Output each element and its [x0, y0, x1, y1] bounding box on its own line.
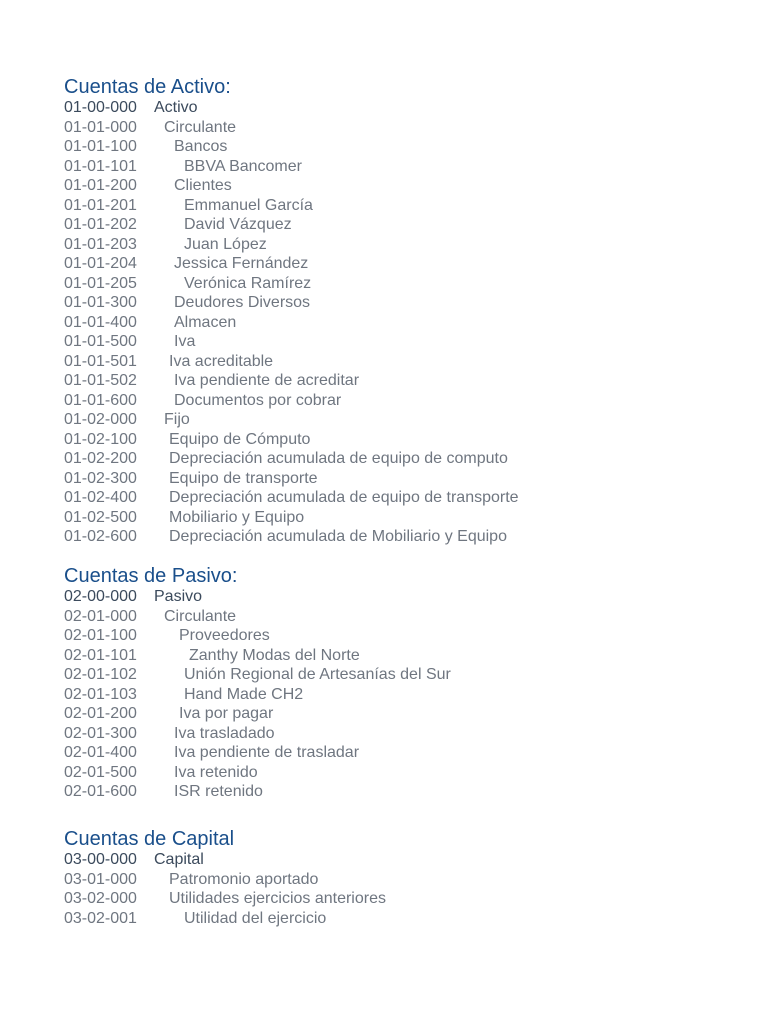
- account-name: Depreciación acumulada de Mobiliario y Equipo: [169, 528, 507, 545]
- account-name: Emmanuel García: [184, 196, 313, 214]
- account-name: Clientes: [174, 177, 232, 194]
- account-code: 02-01-300: [64, 724, 137, 742]
- account-code: 01-02-600: [64, 528, 137, 545]
- account-name: Documentos por cobrar: [174, 391, 342, 409]
- section-title-activo: Cuentas de Activo:: [64, 76, 231, 98]
- account-row: [64, 782, 754, 802]
- account-row: [64, 704, 754, 724]
- account-row: [64, 449, 754, 469]
- account-name: Utilidades ejercicios anteriores: [169, 890, 386, 907]
- account-row: [64, 469, 754, 489]
- account-row: [64, 626, 754, 646]
- account-list-activo: [64, 98, 754, 547]
- account-row: [64, 724, 754, 744]
- account-name: Depreciación acumulada de equipo de transporte: [169, 489, 519, 506]
- account-row: [64, 352, 754, 372]
- account-name: Proveedores: [179, 627, 270, 644]
- account-list-capital: [64, 850, 754, 928]
- account-row: [64, 646, 754, 666]
- account-name: Juan López: [184, 235, 267, 253]
- account-code: 01-02-100: [64, 430, 137, 448]
- account-row: [64, 665, 754, 685]
- account-code: 01-01-202: [64, 216, 137, 233]
- account-name: Hand Made CH2: [184, 685, 304, 703]
- account-name: ISR retenido: [174, 783, 263, 800]
- account-name: Iva trasladado: [174, 724, 275, 742]
- account-code: 03-02-000: [64, 890, 137, 907]
- account-code: 03-00-000: [64, 851, 137, 868]
- account-code: 01-01-000: [64, 118, 137, 136]
- account-name: Patromonio aportado: [169, 870, 319, 888]
- account-name: Iva acreditable: [169, 352, 274, 370]
- account-code: 02-01-101: [64, 646, 137, 664]
- account-code: 01-01-400: [64, 313, 137, 331]
- account-code: 01-01-205: [64, 274, 137, 292]
- account-code: 01-02-300: [64, 469, 137, 487]
- account-row: [64, 870, 754, 890]
- account-code: 01-01-200: [64, 177, 137, 194]
- account-name: Iva por pagar: [179, 705, 274, 722]
- account-name: Circulante: [164, 118, 237, 136]
- account-name: Almacen: [174, 313, 237, 331]
- account-code: 01-01-300: [64, 294, 137, 311]
- account-code: 01-01-101: [64, 157, 137, 175]
- account-row: [64, 607, 754, 627]
- account-code: 01-01-201: [64, 196, 137, 214]
- account-name: Jessica Fernández: [174, 255, 309, 272]
- account-row: [64, 274, 754, 294]
- account-row: [64, 157, 754, 177]
- account-name: Circulante: [164, 607, 237, 625]
- section-title-pasivo: Cuentas de Pasivo:: [64, 565, 238, 587]
- account-name: Equipo de Cómputo: [169, 430, 311, 448]
- account-row: [64, 909, 754, 929]
- account-code: 01-00-000: [64, 99, 137, 116]
- account-name: Mobiliario y Equipo: [169, 508, 305, 526]
- account-row: [64, 313, 754, 333]
- account-name: Iva: [174, 333, 196, 350]
- account-name: Iva pendiente de acreditar: [174, 372, 360, 389]
- account-code: 01-01-500: [64, 333, 137, 350]
- account-code: 01-01-600: [64, 391, 137, 409]
- account-row: [64, 176, 754, 196]
- account-code: 02-01-500: [64, 763, 137, 781]
- account-list-pasivo: [64, 587, 754, 802]
- account-row: [64, 254, 754, 274]
- account-name: Capital: [154, 851, 204, 868]
- account-name: David Vázquez: [184, 216, 292, 233]
- account-code: 01-01-204: [64, 255, 137, 272]
- account-name: Verónica Ramírez: [184, 274, 312, 292]
- section-activo: [64, 76, 754, 547]
- account-code: 03-02-001: [64, 909, 137, 927]
- account-row: [64, 235, 754, 255]
- account-name: Iva pendiente de trasladar: [174, 744, 360, 761]
- account-row: [64, 850, 754, 870]
- account-name: Equipo de transporte: [169, 469, 318, 487]
- account-row: [64, 527, 754, 547]
- account-row: [64, 293, 754, 313]
- account-code: 02-00-000: [64, 588, 137, 605]
- account-row: [64, 215, 754, 235]
- account-row: [64, 587, 754, 607]
- account-code: 02-01-400: [64, 744, 137, 761]
- account-row: [64, 763, 754, 783]
- account-name: Iva retenido: [174, 763, 258, 781]
- account-code: 01-01-501: [64, 352, 137, 370]
- account-row: [64, 410, 754, 430]
- account-code: 01-02-000: [64, 411, 137, 428]
- account-name: Unión Regional de Artesanías del Sur: [184, 666, 451, 683]
- account-code: 01-01-502: [64, 372, 137, 389]
- account-row: [64, 196, 754, 216]
- account-code: 02-01-000: [64, 607, 137, 625]
- account-code: 02-01-102: [64, 666, 137, 683]
- account-code: 01-01-100: [64, 138, 137, 155]
- account-code: 02-01-100: [64, 627, 137, 644]
- account-name: Activo: [154, 99, 198, 116]
- account-code: 03-01-000: [64, 870, 137, 888]
- account-name: Fijo: [164, 411, 190, 428]
- account-name: Zanthy Modas del Norte: [189, 646, 360, 664]
- account-row: [64, 685, 754, 705]
- account-code: 01-02-200: [64, 450, 137, 467]
- account-name: Pasivo: [154, 588, 203, 605]
- account-code: 01-01-203: [64, 235, 137, 253]
- account-row: [64, 430, 754, 450]
- account-name: Utilidad del ejercicio: [184, 909, 327, 927]
- account-name: Depreciación acumulada de equipo de computo: [169, 450, 508, 467]
- section-capital: [64, 828, 754, 928]
- account-row: [64, 488, 754, 508]
- account-row: [64, 118, 754, 138]
- account-row: [64, 98, 754, 118]
- account-code: 01-02-500: [64, 508, 137, 526]
- account-row: [64, 889, 754, 909]
- account-row: [64, 332, 754, 352]
- account-row: [64, 371, 754, 391]
- account-code: 01-02-400: [64, 489, 137, 506]
- account-code: 02-01-103: [64, 685, 137, 703]
- account-name: Bancos: [174, 138, 228, 155]
- account-name: BBVA Bancomer: [184, 157, 302, 175]
- account-row: [64, 137, 754, 157]
- account-row: [64, 508, 754, 528]
- section-pasivo: [64, 565, 754, 802]
- account-row: [64, 391, 754, 411]
- account-row: [64, 743, 754, 763]
- account-name: Deudores Diversos: [174, 294, 311, 311]
- account-code: 02-01-200: [64, 705, 137, 722]
- account-code: 02-01-600: [64, 783, 137, 800]
- section-title-capital: Cuentas de Capital: [64, 828, 235, 850]
